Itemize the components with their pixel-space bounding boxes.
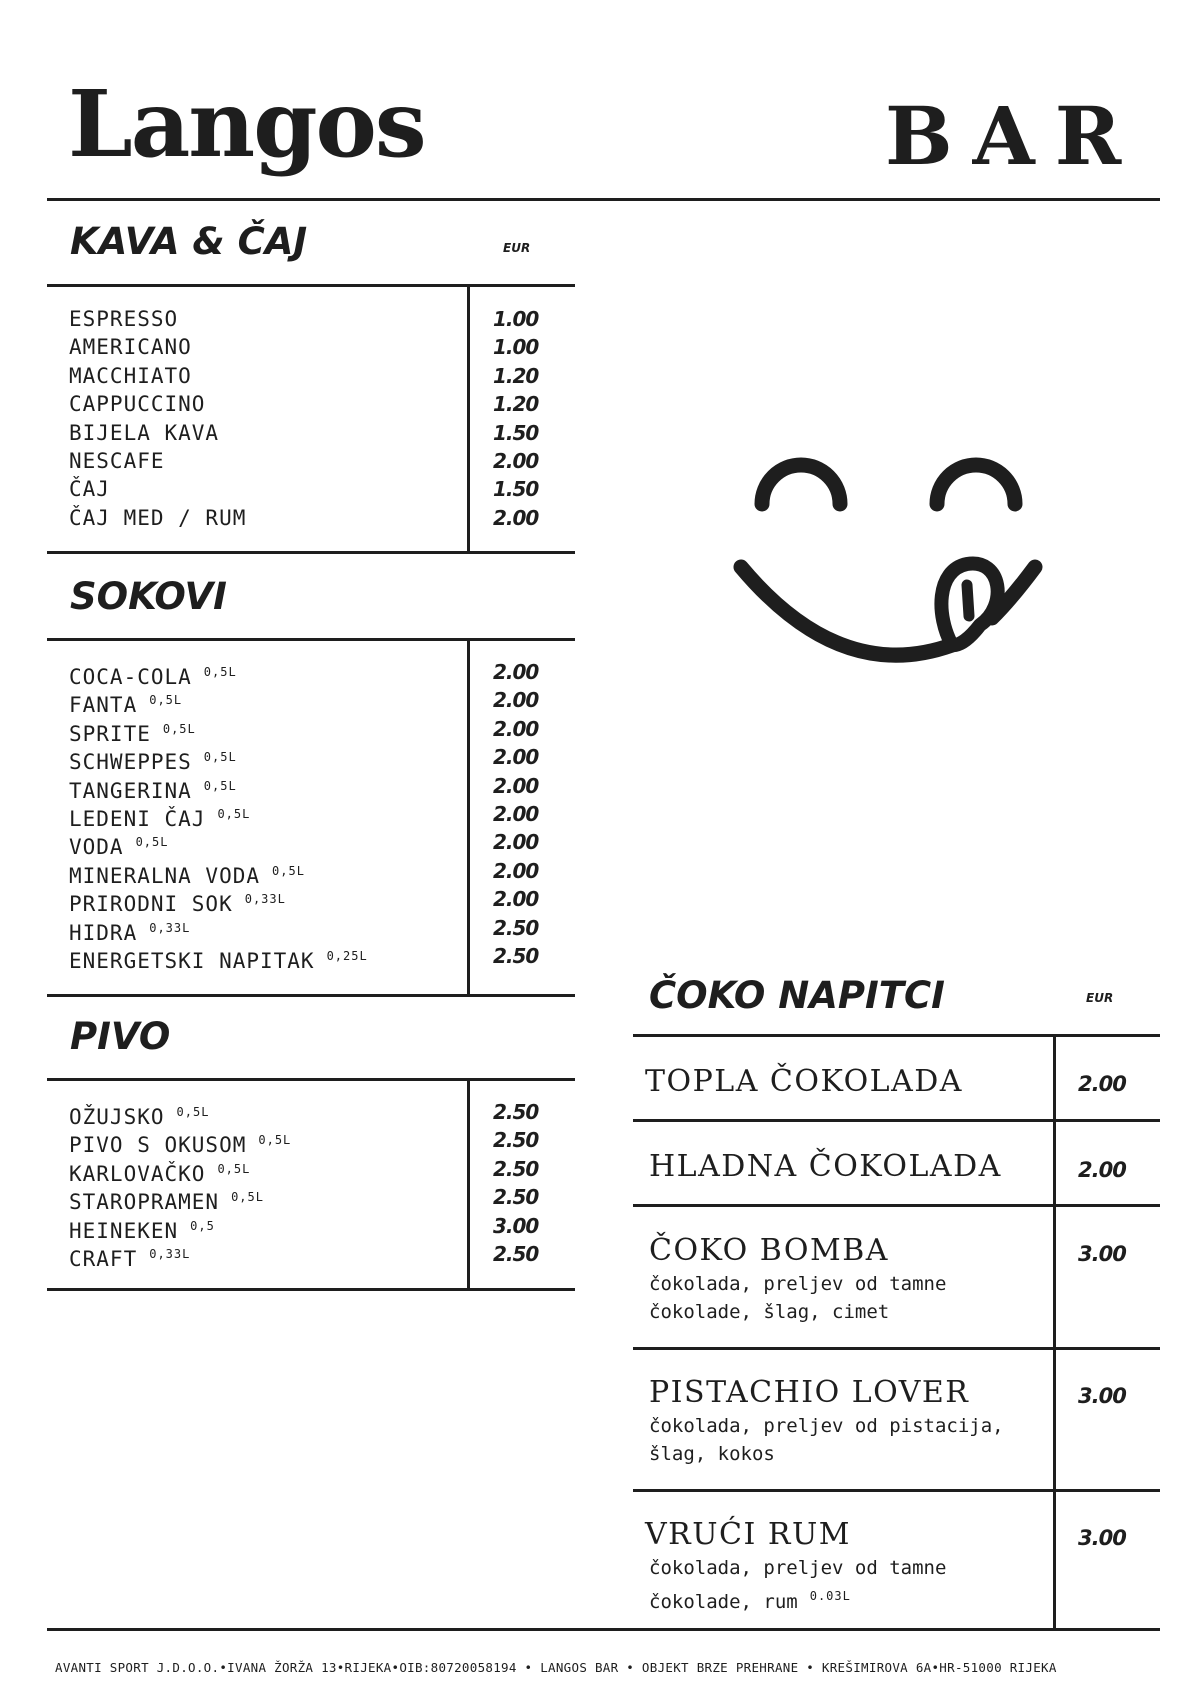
item-price: 2.00 bbox=[493, 858, 539, 883]
item-price: 2.50 bbox=[493, 1128, 539, 1153]
menu-list-sokovi bbox=[69, 658, 368, 973]
item-price: 1.00 bbox=[493, 307, 539, 331]
divider-choco bbox=[1053, 1034, 1056, 1630]
list-item: ENERGETSKI NAPITAK $^{0,25L}$ bbox=[69, 948, 368, 973]
rule-pivo-top bbox=[47, 1078, 575, 1081]
list-item: AMERICANO bbox=[69, 335, 192, 360]
choco-item-name: PISTACHIO LOVER bbox=[649, 1375, 970, 1410]
item-price: 2.50 bbox=[493, 915, 539, 940]
list-item: OŽUJSKO $^{0,5L}$ bbox=[69, 1105, 210, 1129]
item-price: 1.00 bbox=[493, 335, 539, 360]
section-title-pivo: PIVO bbox=[70, 1015, 171, 1058]
list-item: HIDRA $^{0,33L}$ bbox=[69, 920, 191, 945]
list-item: CAPPUCCINO bbox=[69, 392, 206, 417]
list-item: BIJELA KAVA bbox=[69, 420, 220, 445]
item-price: 2.00 bbox=[493, 716, 539, 741]
choco-item-price: 2.00 bbox=[1078, 1072, 1126, 1096]
list-item: VODA $^{0,5L}$ bbox=[69, 835, 169, 860]
list-item: STAROPRAMEN $^{0,5L}$ bbox=[69, 1190, 264, 1215]
choco-item-name: VRUĆI RUM bbox=[645, 1517, 851, 1552]
section-title-choco: ČOKO NAPITCI bbox=[649, 974, 945, 1017]
rule-kava-top bbox=[47, 284, 575, 287]
rule-choco-4 bbox=[633, 1489, 1160, 1492]
item-price: 2.00 bbox=[493, 688, 539, 713]
item-price: 2.00 bbox=[493, 830, 539, 855]
item-price: 2.00 bbox=[493, 887, 539, 912]
choco-item-name: TOPLA ČOKOLADA bbox=[645, 1064, 963, 1099]
currency-label-kava: EUR bbox=[503, 241, 531, 255]
item-price: 2.00 bbox=[493, 505, 539, 530]
list-item: COCA-COLA $^{0,5L}$ bbox=[69, 665, 237, 689]
item-price: 2.00 bbox=[493, 660, 539, 684]
footer-address: AVANTI SPORT J.D.O.O.•IVANA ŽORŽA 13•RIJEKA•OIB:80720058194 • LANGOS BAR • OBJEKT BRZE PREHRANE • KREŠIMIROVA 6A•HR-51000 RIJEKA bbox=[55, 1660, 1057, 1675]
rule-sokovi-bottom bbox=[47, 994, 575, 997]
list-item: TANGERINA $^{0,5L}$ bbox=[69, 778, 237, 803]
rule-choco-2 bbox=[633, 1204, 1160, 1207]
rule-choco-top bbox=[633, 1034, 1160, 1037]
list-item: HEINEKEN $^{0,5}$ bbox=[69, 1218, 215, 1243]
price-list-kava bbox=[493, 305, 538, 532]
menu-list-kava bbox=[69, 305, 246, 532]
item-price: 2.00 bbox=[493, 801, 539, 826]
price-list-pivo bbox=[493, 1098, 538, 1268]
choco-item-price: 2.00 bbox=[1078, 1158, 1126, 1182]
list-item: LEDENI ČAJ $^{0,5L}$ bbox=[69, 806, 251, 831]
tongue-smiley-icon bbox=[730, 440, 1060, 670]
rule-choco-3 bbox=[633, 1347, 1160, 1350]
price-list-sokovi bbox=[493, 658, 538, 970]
choco-item-name: ČOKO BOMBA bbox=[649, 1233, 889, 1268]
list-item: SPRITE $^{0,5L}$ bbox=[69, 721, 196, 746]
divider-pivo bbox=[467, 1078, 470, 1290]
item-price: 1.50 bbox=[493, 420, 539, 445]
list-item: ČAJ bbox=[69, 477, 110, 502]
list-item: ČAJ MED / RUM bbox=[69, 505, 247, 530]
section-title-sokovi: SOKOVI bbox=[70, 575, 227, 618]
list-item: MINERALNA VODA $^{0,5L}$ bbox=[69, 863, 305, 888]
list-item: PIVO S OKUSOM $^{0,5L}$ bbox=[69, 1133, 292, 1158]
item-price: 2.50 bbox=[493, 1185, 539, 1210]
list-item: CRAFT $^{0,33L}$ bbox=[69, 1246, 191, 1271]
list-item: SCHWEPPES $^{0,5L}$ bbox=[69, 750, 237, 775]
item-price: 2.50 bbox=[493, 1241, 539, 1266]
list-item: PRIRODNI SOK $^{0,33L}$ bbox=[69, 892, 286, 917]
item-price: 2.00 bbox=[493, 773, 539, 798]
brand-logo: Langos bbox=[68, 70, 425, 178]
choco-item-name: HLADNA ČOKOLADA bbox=[649, 1149, 1002, 1184]
list-item: KARLOVAČKO $^{0,5L}$ bbox=[69, 1161, 251, 1186]
choco-item-price: 3.00 bbox=[1078, 1384, 1126, 1408]
list-item: ESPRESSO bbox=[69, 307, 179, 331]
rule-choco-1 bbox=[633, 1119, 1160, 1122]
currency-label-choco: EUR bbox=[1086, 991, 1114, 1005]
list-item: MACCHIATO bbox=[69, 363, 192, 388]
item-price: 2.50 bbox=[493, 943, 539, 968]
choco-item-price: 3.00 bbox=[1078, 1242, 1126, 1266]
list-item: NESCAFE bbox=[69, 448, 165, 473]
footer-rule bbox=[47, 1628, 1160, 1631]
choco-item-desc: čokolada, preljev od pistacija, šlag, kokos bbox=[649, 1415, 1004, 1465]
item-price: 2.00 bbox=[493, 745, 539, 770]
item-price: 2.50 bbox=[493, 1156, 539, 1181]
item-price: 3.00 bbox=[493, 1213, 539, 1238]
item-price: 2.00 bbox=[493, 448, 539, 473]
bar-heading: BAR bbox=[885, 89, 1142, 183]
item-price: 1.20 bbox=[493, 363, 539, 388]
choco-item-desc: čokolada, preljev od tamne čokolade, šlag, cimet bbox=[649, 1273, 947, 1323]
rule-sokovi-top bbox=[47, 638, 575, 641]
item-price: 1.20 bbox=[493, 392, 539, 417]
menu-list-pivo bbox=[69, 1098, 292, 1271]
section-title-kava: KAVA & ČAJ bbox=[70, 220, 308, 263]
item-price: 1.50 bbox=[493, 477, 539, 502]
item-price: 2.50 bbox=[493, 1100, 539, 1124]
divider-sokovi bbox=[467, 638, 470, 996]
rule-pivo-bottom bbox=[47, 1288, 575, 1291]
header-rule bbox=[47, 198, 1160, 201]
divider-kava bbox=[467, 284, 470, 553]
choco-item-desc: čokolada, preljev od tamne čokolade, rum $^{0.03L}$ bbox=[649, 1557, 947, 1613]
rule-kava-bottom bbox=[47, 551, 575, 554]
choco-item-price: 3.00 bbox=[1078, 1526, 1126, 1550]
list-item: FANTA $^{0,5L}$ bbox=[69, 693, 183, 718]
